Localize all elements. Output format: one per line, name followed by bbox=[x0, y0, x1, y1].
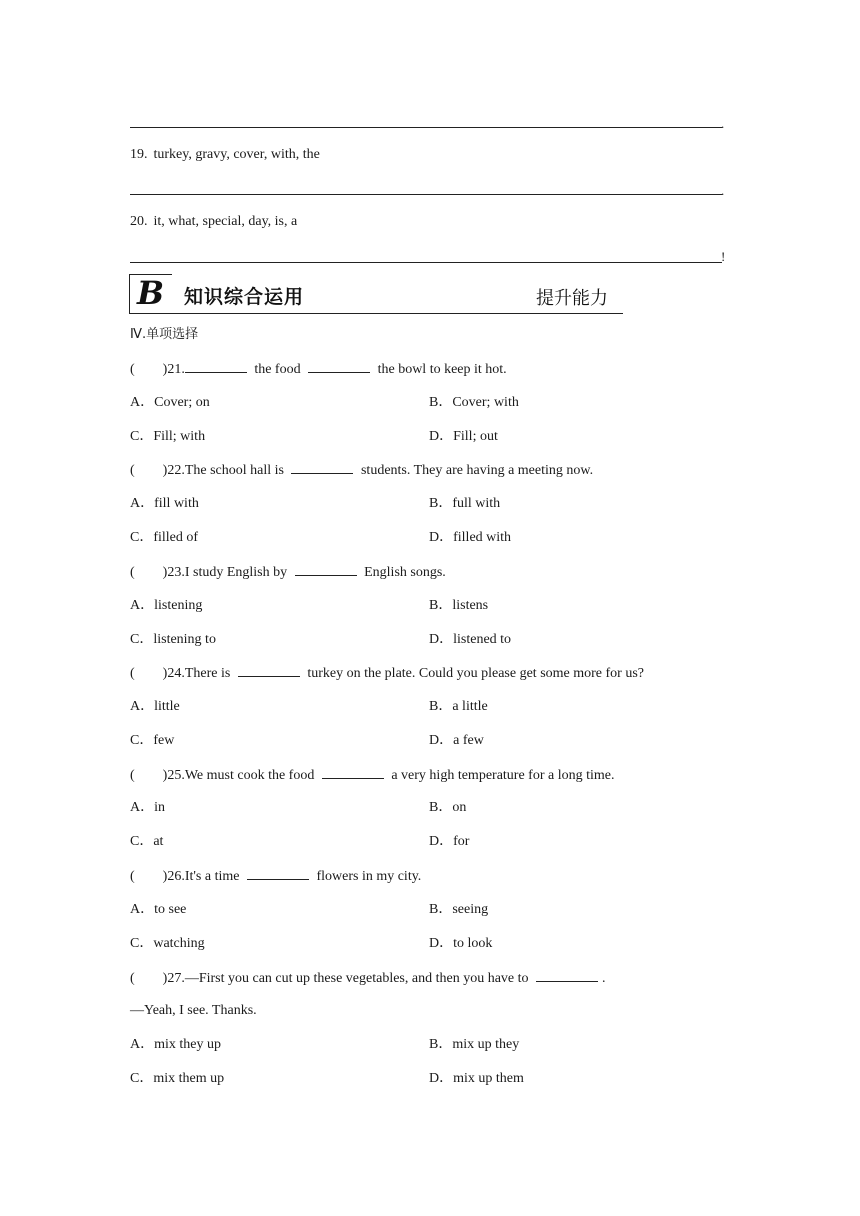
blank[interactable] bbox=[238, 664, 300, 677]
question-text: turkey on the plate. Could you please get some more for us? bbox=[303, 666, 645, 681]
question-21 bbox=[130, 360, 507, 379]
option-c[interactable]: C．watching bbox=[130, 936, 205, 951]
option-b[interactable]: B．seeing bbox=[429, 902, 489, 917]
question-number: ( )27. bbox=[130, 971, 185, 986]
question-number: 20. bbox=[130, 214, 148, 229]
answer-line-18[interactable] bbox=[130, 127, 722, 128]
option-c[interactable]: C．at bbox=[130, 834, 164, 849]
option-d[interactable]: D．Fill; out bbox=[429, 429, 498, 444]
option-b[interactable]: B．listens bbox=[429, 598, 489, 613]
banner-letter: B bbox=[137, 274, 165, 312]
question-text: —First you can cut up these vegetables, and then you have to bbox=[184, 971, 533, 986]
option-c[interactable]: C．few bbox=[130, 733, 175, 748]
question-words: it, what, special, day, is, a bbox=[153, 214, 298, 229]
question-text: . bbox=[602, 971, 606, 986]
question-text: the bowl to keep it hot. bbox=[374, 362, 507, 377]
dialogue-reply: —Yeah, I see. Thanks. bbox=[130, 1003, 257, 1018]
blank[interactable] bbox=[295, 563, 357, 576]
question-text: flowers in my city. bbox=[312, 869, 422, 884]
option-c[interactable]: C．Fill; with bbox=[130, 429, 206, 444]
question-text: I study English by bbox=[184, 565, 291, 580]
question-text: English songs. bbox=[360, 565, 446, 580]
question-number: ( )22. bbox=[130, 463, 185, 478]
answer-end-mark: . bbox=[721, 183, 725, 198]
option-a[interactable]: A．listening bbox=[130, 598, 203, 613]
option-b[interactable]: B．on bbox=[429, 800, 467, 815]
option-a[interactable]: A．fill with bbox=[130, 496, 199, 511]
question-number: ( )26. bbox=[130, 869, 185, 884]
question-text: We must cook the food bbox=[184, 768, 318, 783]
blank[interactable] bbox=[322, 766, 384, 779]
answer-end-mark: . bbox=[721, 116, 725, 131]
question-text: There is bbox=[184, 666, 234, 681]
banner-subtitle: 提升能力 bbox=[536, 288, 608, 309]
option-b[interactable]: B．a little bbox=[429, 699, 488, 714]
question-text: students. They are having a meeting now. bbox=[357, 463, 594, 478]
answer-line-19[interactable] bbox=[130, 194, 722, 195]
section-iv-title: Ⅳ.单项选择 bbox=[130, 327, 199, 342]
banner-underline bbox=[129, 313, 623, 314]
option-a[interactable]: A．in bbox=[130, 800, 165, 815]
blank[interactable] bbox=[536, 969, 598, 982]
answer-line-20[interactable] bbox=[130, 262, 722, 263]
option-a[interactable]: A．little bbox=[130, 699, 180, 714]
question-words: turkey, gravy, cover, with, the bbox=[153, 147, 320, 162]
option-d[interactable]: D．listened to bbox=[429, 632, 512, 647]
section-banner bbox=[129, 274, 623, 314]
question-number: ( )21. bbox=[130, 362, 185, 377]
option-d[interactable]: D．a few bbox=[429, 733, 484, 748]
question-20 bbox=[130, 213, 297, 231]
question-text: the food bbox=[250, 362, 305, 377]
question-text: The school hall is bbox=[184, 463, 288, 478]
question-number: ( )25. bbox=[130, 768, 185, 783]
blank[interactable] bbox=[185, 360, 247, 373]
option-b[interactable]: B．Cover; with bbox=[429, 395, 519, 410]
option-d[interactable]: D．to look bbox=[429, 936, 493, 951]
question-26 bbox=[130, 867, 421, 886]
option-a[interactable]: A．Cover; on bbox=[130, 395, 210, 410]
question-number: 19. bbox=[130, 147, 148, 162]
option-c[interactable]: C．filled of bbox=[130, 530, 199, 545]
option-d[interactable]: D．for bbox=[429, 834, 470, 849]
question-number: ( )23. bbox=[130, 565, 185, 580]
option-d[interactable]: D．filled with bbox=[429, 530, 512, 545]
question-27 bbox=[130, 969, 606, 988]
question-24 bbox=[130, 664, 644, 683]
question-text: It's a time bbox=[184, 869, 243, 884]
option-b[interactable]: B．full with bbox=[429, 496, 501, 511]
answer-end-mark: ! bbox=[721, 249, 726, 264]
option-b[interactable]: B．mix up they bbox=[429, 1037, 520, 1052]
question-25 bbox=[130, 766, 614, 785]
option-c[interactable]: C．listening to bbox=[130, 632, 216, 647]
option-a[interactable]: A．mix they up bbox=[130, 1037, 221, 1052]
blank[interactable] bbox=[247, 867, 309, 880]
option-d[interactable]: D．mix up them bbox=[429, 1071, 524, 1086]
option-c[interactable]: C．mix them up bbox=[130, 1071, 225, 1086]
question-number: ( )24. bbox=[130, 666, 185, 681]
question-22 bbox=[130, 461, 593, 480]
banner-title: 知识综合运用 bbox=[184, 286, 305, 308]
question-23 bbox=[130, 563, 446, 582]
question-text: a very high temperature for a long time. bbox=[387, 768, 615, 783]
question-19 bbox=[130, 146, 320, 164]
option-a[interactable]: A．to see bbox=[130, 902, 187, 917]
blank[interactable] bbox=[291, 461, 353, 474]
blank[interactable] bbox=[308, 360, 370, 373]
